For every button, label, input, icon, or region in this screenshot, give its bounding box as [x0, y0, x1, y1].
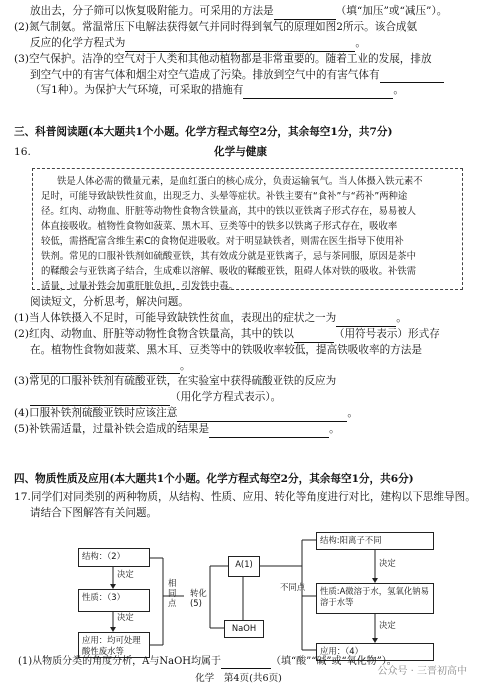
passage-line: 适量，过量补铁会加重肝脏负担，引发铁中毒。: [41, 281, 238, 293]
passage-line: 体直接吸收。植物性食物如菠菜、黑木耳、豆类等中的铁多以铁离子形式存在，吸收率: [41, 221, 398, 233]
q15-line6-tail: 。: [393, 84, 404, 97]
q16-q1-tail: 。: [396, 311, 407, 324]
right-use-box: 应用：（4）: [316, 643, 434, 661]
q15-line1-text: 放出去，分子筛可以恢复吸附能力。可采用的方法是: [30, 5, 274, 17]
q17-line1: 17.同学们对同类别的两种物质，从结构、性质、应用、转化等角度进行对比，建构以下思维导图。: [14, 491, 476, 503]
passage-line: 的鞣酸会与亚铁离子结合，生成难以溶解、吸收的鞣酸亚铁，阻碍人体对铁的吸收。补铁需: [41, 266, 417, 278]
same-point-label: 相同点: [168, 578, 177, 609]
passage-line: 较低，需搭配富含维生素C的食物促进吸收。对于明显缺铁者，则需在医生指导下使用补: [41, 236, 404, 248]
q15-line1-tail: （填“加压”或“减压”）。: [335, 5, 448, 17]
center-a-box: A(1): [228, 556, 260, 577]
q17-q1-text: (1)从物质分类的角度分析，A与NaOH均属于: [18, 656, 222, 667]
q16-q4-tail: 。: [347, 407, 358, 420]
q16-q1-text: (1)当人体铁摄入不足时，可能导致缺铁性贫血，表现出的症状之一为: [14, 311, 337, 324]
passage-line: 足时，可能导致缺铁性贫血，出现乏力、头晕等症状。补铁主要有“食补”与“药补”两种途: [41, 191, 408, 203]
q17-q1-tail: （填“酸”“碱”或“氧化物”）。: [271, 656, 397, 667]
passage-line: 铁是人体必需的微量元素，是血红蛋白的核心成分，负责运输氧气。当人体摄入铁元素不: [57, 176, 423, 187]
q16-q5-tail: 。: [329, 423, 340, 436]
section3-heading: 三、科普阅读题(本大题共1个小题。化学方程式每空2分，其余每空1分，共7分): [14, 126, 393, 138]
q15-line5-text: 到空气中的有害气体和烟尘对空气造成了污染。排放到空气中的有害气体有: [30, 68, 380, 81]
q16-intro: 阅读短文，分析思考，解决问题。: [30, 296, 189, 308]
right-decide-label-1: 决定: [379, 558, 396, 568]
section4-heading: 四、物质性质及应用(本大题共1个小题。化学方程式每空2分，其余每空1分，共6分): [14, 473, 414, 485]
center-naoh-box: NaOH: [224, 620, 264, 638]
left-property-box: 性质：（3）: [78, 589, 150, 612]
right-property-box: 性质:A微溶于水，氢氧化钠易溶于水等: [316, 583, 434, 614]
left-decide-label-2: 决定: [117, 612, 134, 622]
q16-q2b: 在。植物性食物如菠菜、黑木耳、豆类等中的铁吸收率较低，提高铁吸收率的方法是: [30, 343, 422, 356]
diff-point-label: 不同点: [280, 582, 306, 592]
left-decide-label-1: 决定: [117, 569, 134, 579]
watermark: 公众号 · 三晋初高中: [377, 666, 467, 677]
q16-q5-text: (5)补铁需适量，过量补铁会造成的结果是: [14, 423, 210, 436]
q17-q1-blank: [221, 656, 271, 669]
passage-line: 铁剂。常见的口服补铁剂如硫酸亚铁，其有效成分就是亚铁离子，忌与茶同服，原因是茶中: [41, 251, 417, 263]
q15-line2: (2)氮气制氨。常温常压下电解法获得氨气并同时得到氧气的原理如图2所示。该合成氨: [14, 20, 418, 33]
right-structure-box: 结构:阳离子不同: [316, 532, 434, 550]
q16-q3a: (3)常见的口服补铁剂有硫酸亚铁，在实验室中获得硫酸亚铁的反应为: [14, 375, 337, 388]
q16-q2a-tail: （用符号表示）形式存: [333, 327, 440, 340]
left-structure-box: 结构：（2）: [78, 548, 150, 567]
q16-number: 16.: [14, 146, 31, 158]
q17-line2: 请结合下图解答有关问题。: [30, 507, 158, 519]
center-transform-label: 转化(5): [190, 588, 207, 609]
q15-line6-text: （写1种）。为保护大气环境，可采取的措施有: [30, 84, 244, 97]
right-decide-label-2: 决定: [379, 620, 396, 630]
q16-q2c-tail: 。: [180, 359, 191, 372]
left-use-box: 应用：均可处理酸性废水等: [78, 632, 150, 658]
q16-title: 化学与健康: [214, 146, 267, 158]
page-footer: 化学 第4页(共6页): [195, 673, 282, 684]
q15-line3-text: 反应的化学方程式为: [30, 36, 126, 49]
passage-line: 径。红肉、动物血、肝脏等动物性食物含铁量高，其中的铁以亚铁离子形式存在，易易被人: [41, 206, 417, 218]
q16-q3b-tail: （用化学方程式表示）。: [170, 391, 282, 404]
q15-line3-tail: 。: [355, 36, 366, 49]
q16-q2a-text: (2)红肉、动物血、肝脏等动物性食物含铁量高，其中的铁以: [14, 327, 294, 340]
q15-line4: (3)空气保护。洁净的空气对于人类和其他动植物都是非常重要的。随着工业的发展，排放: [14, 52, 432, 65]
q16-q4-text: (4)口服补铁剂硫酸亚铁时应该注意: [14, 407, 178, 420]
